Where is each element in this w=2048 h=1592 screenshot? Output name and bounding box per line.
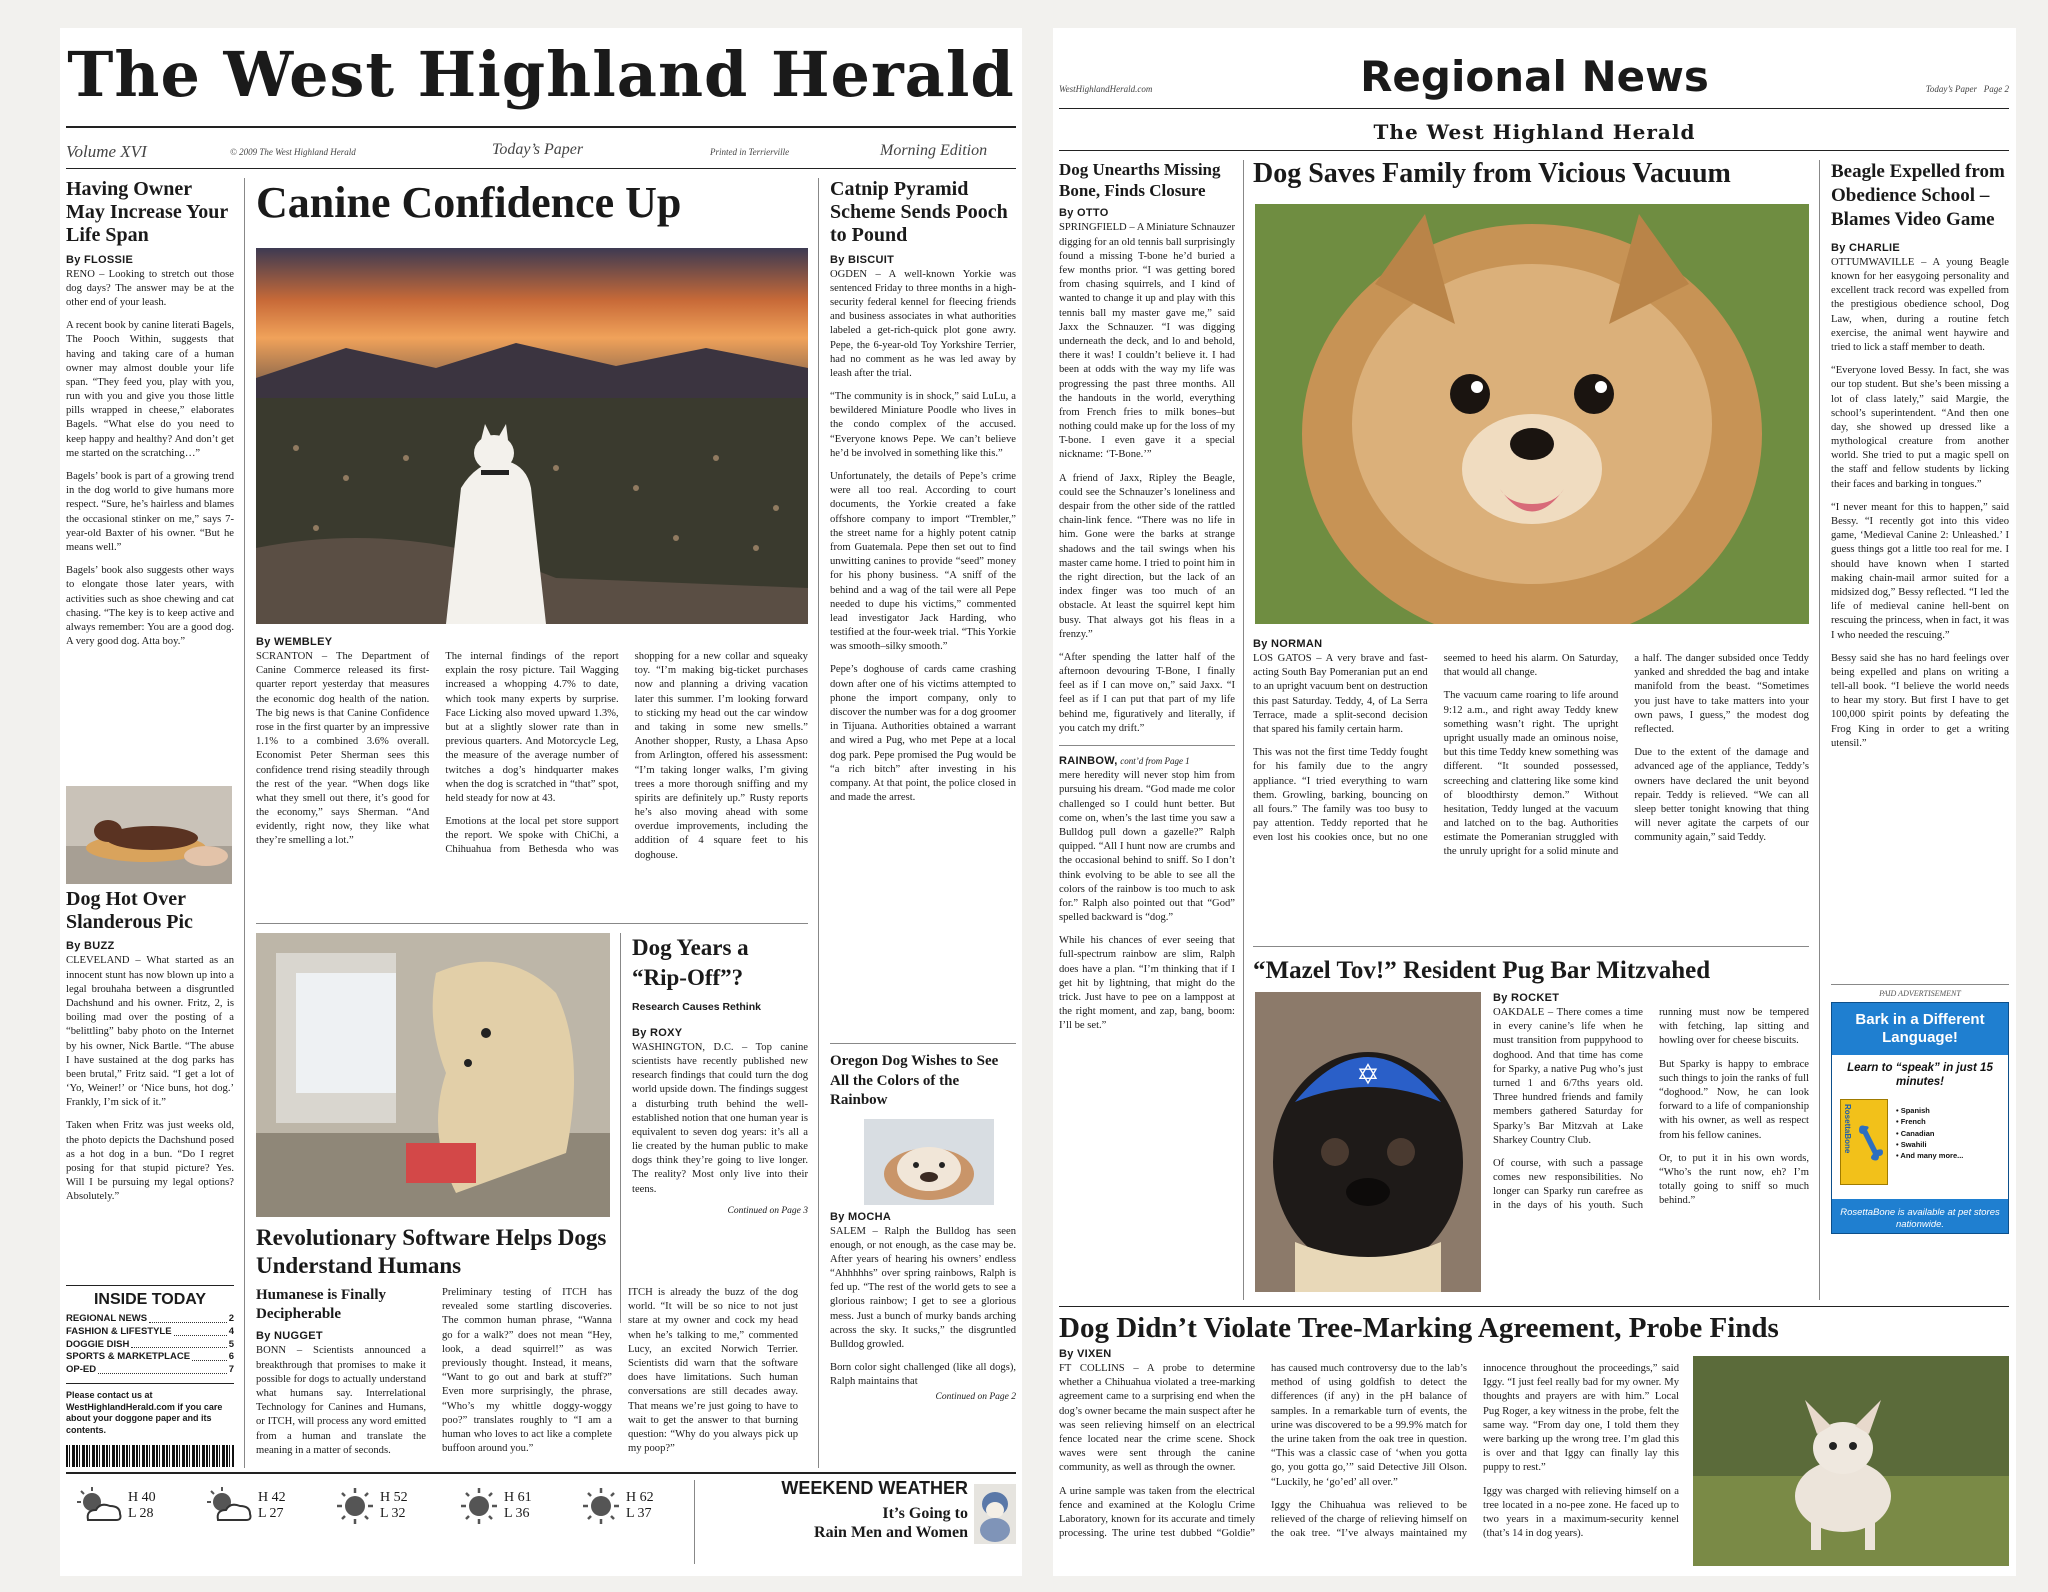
software-headline: Revolutionary Software Helps Dogs Understand Humans	[256, 1225, 607, 1278]
toc-label: SPORTS & MARKETPLACE	[66, 1351, 191, 1363]
contact-note: Please contact us at WestHighlandHerald.com if you care about your doggone paper and its contents.	[66, 1383, 234, 1437]
dogyears-para: WASHINGTON, D.C. – Top canine scientists have recently published new research findings that could turn the dog world upside down. The findings suggest a disturbing truth behind the well-established notion that one human year is equivalent to seven dog years: it’s all a lie created by the human public to make dogs think they’re going to live longer. The reality? Most only live into their teens.	[632, 1041, 808, 1195]
dogyears-continued: Continued on Page 3	[727, 1205, 808, 1216]
beagle-para: Bessy said she has no hard feelings over being expelled and plans on writing a tell-all book. “I believe the world needs to hear my story. But first I have to get 100,000 spirit points by defeating the Frog King in order to get a writing utensil.”	[1831, 652, 2009, 749]
sub-masthead: The West Highland Herald	[1373, 120, 1696, 144]
printed-label: Printed in Terrierville	[710, 147, 790, 157]
ad-label: PAID ADVERTISEMENT	[1879, 989, 1961, 998]
inside-today-box	[66, 1285, 234, 1467]
ad-product-box	[1840, 1099, 1888, 1185]
weather-day	[458, 1486, 532, 1526]
toc-row[interactable]	[66, 1351, 234, 1364]
confidence-para: Emotions at the local pet store support the report. We spoke with ChiChi, a Chihuahua from Bethesda who was shopping for a new collar and squeaky toy. “I’m making big-ticket purchases now and planning a driving vacation later this summer. I’m looking forward to sticking my head out the car window and taking in some new smells.” Another shopper, Rusty, a Lhasa Apso from Arlington, offered his assessment: “I’m taking longer walks, I’m giving trees a more thorough sniffing and my spirits are definitely up.” Rusty reports he’s also moving ahead with some overdue improvements, including the addition of 4 square feet to his doghouse.	[445, 651, 808, 861]
catnip-article	[830, 178, 1016, 814]
lifespan-headline: Having Owner May Increase Your Life Span	[66, 178, 228, 247]
toc-row[interactable]	[66, 1364, 234, 1377]
treemark-headline: Dog Didn’t Violate Tree-Marking Agreement, Probe Finds	[1059, 1312, 1779, 1344]
westie-sunset-photo	[256, 248, 808, 624]
regional-news-page	[1053, 28, 2016, 1576]
bone-headline: Dog Unearths Missing Bone, Finds Closure	[1059, 160, 1221, 200]
weather-low: L 32	[380, 1506, 406, 1521]
lifespan-para: A recent book by canine literati Bagels, The Pooch Within, suggests that having and taking care of a human owner may almost double your life span. “They feed you, play with you, run with you and give you those little pills wrapped in cheese,” elaborates Bagels. “What else do you need to keep happy and healthy? And don’t get me started on the scratching…”	[66, 320, 234, 459]
catnip-byline: By BISCUIT	[830, 253, 895, 266]
beagle-article	[1831, 160, 2009, 760]
toc-label: FASHION & LIFESTYLE	[66, 1325, 172, 1337]
ad-language: • Canadian	[1896, 1128, 1935, 1138]
oregon-para: Born color sight challenged (like all dogs), Ralph maintains that	[830, 1362, 1016, 1388]
catnip-para: Unfortunately, the details of Pepe’s crime were all too real. According to court documents, the Yorkie created a fake offshore company to import “Trembler,” the street name for a highly potent catnip from Guatemala. Pepe then set out to find unwitting canines to provide “seed” money for his phony business. “A sniff of the behind and a wag of the tail were all Pepe needed to dupe his victims,” commented lead investigator Jack Harding, who testified at the four-week trial. “This Yorkie was smooth–silky smooth.”	[830, 471, 1016, 653]
weather-high: H 42	[258, 1489, 286, 1505]
volume-label: Volume XVI	[66, 142, 147, 161]
lifespan-para: RENO – Looking to stretch out those dog days? The answer may be at the other end of your leash.	[66, 268, 234, 308]
oregon-para: SALEM – Ralph the Bulldog has seen enough, or not enough, as the case may be. After years of hearing his owners’ endless “Ahhhhhs” over spring rainbows, Ralph is fed up. “The rest of the world gets to see a glorious rainbow; I get to see a glorious mess. Just a bunch of murky bands arching across the sky. It sucks,” the disgruntled Bulldog growled.	[830, 1225, 1016, 1350]
bone-para: “After spending the latter half of the afternoon devouring T-Bone, I finally feel as if I can move on,” said Jaxx. “I feel as if I can put that part of my life behind me, figuratively and literally, if you catch my drift.”	[1059, 651, 1235, 734]
toc-row[interactable]	[66, 1339, 234, 1352]
weather-day	[204, 1486, 286, 1526]
inside-today-title: INSIDE TODAY	[93, 1291, 207, 1308]
ad-language: • And many more...	[1896, 1151, 1964, 1160]
rainbow-cont: cont’d from Page 1	[1120, 756, 1190, 767]
edition-label: Morning Edition	[880, 142, 988, 159]
bone-article	[1059, 160, 1235, 1043]
raincoat-dog-photo	[974, 1484, 1016, 1544]
hotdog-photo	[66, 786, 232, 884]
ad-title: Bark in a Different Language!	[1855, 1011, 1985, 1046]
front-page	[60, 28, 1022, 1576]
hotdog-para: CLEVELAND – What started as an innocent stunt has now blown up into a legal brouhaha between a disgruntled Dachshund and his owner. Fritz, 2, is boiling mad over the posting of a “belittling” baby photo on the Internet by his owner, Nick Bartle. “The abuse I have sustained at the dog parks has been brutal,” Fritz said. “I get a lot of ‘Yo, Weiner!’ or ‘Nice buns, hot dog.’ Frankly, I’m sick of it.”	[66, 955, 234, 1109]
lifespan-article	[66, 178, 234, 658]
rainbow-lead: RAINBOW,	[1059, 755, 1118, 768]
confidence-byline: By WEMBLEY	[256, 636, 333, 648]
masthead-title: The West Highland Herald	[67, 38, 1015, 111]
lifespan-para: Bagels’ book also suggests other ways to elongate those later years, with activities such as shoe chewing and cat chasing. “The key is to keep active and always remember: You are a good dog. A very good dog. Atta boy.”	[66, 565, 234, 648]
treemark-para: A urine sample was taken from the electrical fence and examined at the Kologlu Crime Laboratory, known for its accurate and timely processing. The urine test dubbed “Goldie” has caused much controversy due to the lab’s method of using goldfish to detect the differences (if any) in the pH balance of samples. In a remarkable turn of events, the urine was discovered to be a 99.9% match for the urine taken from the oak tree in question. “This was a classic case of ‘when you gotta go, you gotta go,’” said Detective Jill Olson. “Luckily, he ‘go’ed’ all over.”	[1059, 1363, 1467, 1540]
treemark-byline: By VIXEN	[1059, 1348, 1112, 1360]
hotdog-headline: Dog Hot Over Slanderous Pic	[66, 888, 193, 934]
hotdog-article	[66, 888, 234, 1214]
toc-page: 4	[228, 1325, 234, 1337]
vacuum-byline: By NORMAN	[1253, 638, 1323, 650]
bone-byline: By OTTO	[1059, 207, 1109, 220]
catnip-headline: Catnip Pyramid Scheme Sends Pooch to Pound	[830, 178, 1008, 247]
pug-headline: “Mazel Tov!” Resident Pug Bar Mitzvahed	[1253, 957, 1711, 984]
weather-day	[334, 1486, 408, 1526]
pug-para: But Sparky is happy to embrace such things to join the ranks of full “doghood.” Now, he can look forward to a life of companionship with his owner, as well as respect from his fellow canines.	[1659, 1058, 1809, 1141]
vacuum-para: LOS GATOS – A very brave and fast-acting South Bay Pomeranian put an end to an upright vacuum bent on destruction this past Saturday. Teddy, 4, of La Serra Terrace, made a split-second decision that spared his family certain harm.	[1253, 653, 1428, 735]
vacuum-para: Due to the extent of the damage and advanced age of the appliance, Teddy’s owners have declared the unit beyond repair. Teddy is relieved. “We can all sleep better tonight knowing that thing will never agitate the carpets of our community again,” said Teddy.	[1634, 747, 1809, 844]
toc-row[interactable]	[66, 1326, 234, 1339]
toc-page: 6	[228, 1351, 234, 1363]
pug-photo	[1255, 992, 1481, 1292]
ad-language: • Swahili	[1896, 1139, 1927, 1149]
sun-icon	[580, 1486, 622, 1526]
toc-label: DOGGIE DISH	[66, 1338, 130, 1350]
lifespan-byline: By FLOSSIE	[66, 253, 134, 266]
ad-learn: Learn to “speak” in just 15 minutes!	[1847, 1062, 1993, 1089]
weather-high: H 52	[380, 1489, 408, 1505]
ad-language: • French	[1896, 1117, 1926, 1127]
treemark-para: FT COLLINS – A probe to determine whether a Chihuahua violated a tree-marking agreement came to a surprising end when the dog’s owner became the main suspect after he was seen relieving himself on an electrical fence located near the crime scene. Shock waves were sent through the canine community, as well as through the owner.	[1059, 1363, 1255, 1474]
catnip-para: Pepe’s doghouse of cards came crashing down after one of his victims attempted to phone the import company, only to discover the number was for a dog groomer in Tijuana. Authorities obtained a warrant and wired a Pug, who met Pepe at a local dog park. Pepe promised the Pug would be “a rich bitch” after investing in his company. At that point, the police closed in and made the arrest.	[830, 664, 1016, 804]
rosettabone-ad[interactable]	[1831, 984, 2009, 1234]
beagle-headline: Beagle Expelled from Obedience School – Blames Video Game	[1831, 161, 2005, 230]
pomeranian-photo	[1255, 204, 1809, 624]
bulldog-photo	[864, 1119, 994, 1205]
treemark-para: Iggy the Chihuahua was relieved to be relieved of the charge of relieving himself on the oak tree. “I’ve always maintained my innocence throughout the proceedings,” said Iggy. “I just feel really bad for my owner. My thoughts and prayers are with him.” Local Pug Roger, a key witness in the probe, felt the same way. “From day one, I told them they were barking up the wrong tree. I’m glad this is over and that Iggy can finally lay this puppy to rest.”	[1271, 1363, 1679, 1540]
beagle-byline: By CHARLIE	[1831, 241, 1901, 254]
weather-low: L 27	[258, 1506, 284, 1521]
dogyears-subhead: Research Causes Rethink	[632, 1000, 761, 1013]
weekend-weather	[708, 1478, 968, 1542]
pug-article	[1493, 992, 1809, 1216]
pug-para: Or, to put it in his own words, “Who’s the runt now, eh? I’m totally going to sniff so much behind.”	[1659, 1152, 1809, 1207]
vacuum-headline: Dog Saves Family from Vicious Vacuum	[1253, 158, 1731, 189]
sun-icon	[334, 1486, 376, 1526]
rainbow-para: While his chances of ever seeing that full-spectrum rainbow are slim, Ralph does have a plan. “I’m thinking that if I get hit by lightning, that might do the trick. Just have to pee on a lamppost at the right moment, and zap, bang, boom: I’ll be set.”	[1059, 935, 1235, 1032]
bone-icon	[1855, 1122, 1885, 1162]
section-title: Regional News	[1360, 52, 1709, 101]
toc-row[interactable]	[66, 1313, 234, 1326]
dogyears-article	[632, 933, 808, 1216]
sun-icon	[458, 1486, 500, 1526]
software-article	[256, 1224, 610, 1279]
software-subhead: Humanese is Finally Decipherable	[256, 1287, 387, 1323]
weekend-weather-title: WEEKEND WEATHER	[781, 1478, 968, 1498]
copyright-label: © 2009 The West Highland Herald	[230, 147, 356, 157]
software-para: ITCH is already the buzz of the dog world. “It will be so nice to not just stare at my owner and cock my head when he’s talking to me,” commented Lucy, an excited Norwich Terrier. Scientists did warn that the software does have limitations. Such human conversations are still decades away. That means we’re just going to have to wait to get the answer to that burning question: “Why do you always pick up my poop?”	[628, 1287, 798, 1455]
software-body	[256, 1286, 798, 1467]
svg-text:✡: ✡	[1356, 1058, 1380, 1091]
weekend-weather-line2: Rain Men and Women	[814, 1523, 968, 1541]
toc-label: OP-ED	[66, 1364, 97, 1376]
todays-paper-label: Today’s Paper	[492, 141, 584, 158]
toc-page: 5	[228, 1338, 234, 1350]
toc-label: REGIONAL NEWS	[66, 1313, 148, 1324]
beagle-para: “I never meant for this to happen,” said Bessy. “I recently got into this video game, ‘Medieval Canine 2: Unleashed.’ I guess things got a little too real for me. I should have known when I started making chain-mail armor suited for a midsized dog,” Bessy reflected. “I led the life of medieval canine hell-bent on rescuing the princess, when in fact, it was I who needed the rescuing.”	[1831, 501, 2009, 641]
pug-byline: By ROCKET	[1493, 992, 1560, 1004]
vacuum-para: The vacuum came roaring to life around 9:12 a.m., and right away Teddy knew something wasn’t right. The upright upright usually made an ominous noise, but this time Teddy knew something was different. “It sounded possessed, screeching and clattering like some kind of bloodthirsty demon.” Without hesitation, Teddy lunged at the vacuum and latched on to the bag. Authorities estimate the Pomeranian struggled with the unruly upright for a solid minute and a half. The danger subsided once Teddy yanked and shredded the bag and intake manifold from the beast. “Sometimes you just have to take matters into your own paws, I guess,” the modest dog reflected.	[1443, 653, 1809, 858]
dogyears-byline: By ROXY	[632, 1026, 683, 1039]
oregon-byline: By MOCHA	[830, 1210, 892, 1223]
partly-cloudy-icon	[74, 1486, 124, 1526]
oregon-continued: Continued on Page 2	[935, 1391, 1016, 1402]
weather-high: H 62	[626, 1489, 654, 1505]
page-folio: Today’s Paper Page 2	[1925, 84, 2009, 94]
weather-day	[580, 1486, 654, 1526]
bone-para: SPRINGFIELD – A Miniature Schnauzer digging for an old tennis ball surprisingly found a missing T-bone he’d buried a few months prior. “I was getting bored from chasing squirrels, and I kind of wanted to change it up and play with this tennis ball my master gave me,” said Jaxx the Schnauzer. “I was digging underneath the deck, and lo and behold, there it was! I couldn’t believe it. I had been at odds with the way my life was progressing the past three months. All the handouts in the world, everything from French fries to milk bones–but nothing could make up for the loss of my T-bone. I even gave it a special nickname: ‘T-Bone.’”	[1059, 222, 1235, 461]
weather-low: L 37	[626, 1506, 652, 1521]
bone-para: A friend of Jaxx, Ripley the Beagle, could see the Schnauzer’s loneliness and despair from the other side of the rattled chain-link fence. “There was no life in him. Gone were the barks at strange shadows and the tail swings when his master came home. I tried to point him in the right direction, but the lack of an index finger was too much of an obstacle. At least the squirrel kept him busy. That always got his fleas in a frenzy.”	[1059, 472, 1235, 640]
beagle-para: “Everyone loved Bessy. In fact, she was our top student. But she’s been missing a lot of class lately,” said Margie, the school’s superintendent. “And then one day, she showed up dressed like a mythological creature from another world. She tried to put a magic spell on the staff and fellow students by licking their faces and barking in tongues.”	[1831, 365, 2009, 490]
confidence-para: The internal findings of the report explain the rosy picture. Tail Wagging increased a whopping 4.7% to date, which took many experts by surprise. Face Licking also moved upward 1.3%, but at a slightly slower rate than in previous quarters. And Motorcycle Leg, the measure of the average number of twitches a dog’s hindquarter makes when the dog is scratched in “that” spot, held steady for now at 43.	[445, 651, 619, 804]
lifespan-para: Bagels’ book is part of a growing trend in the dog world to give humans more respect. “Sure, he’s hairless and blames the occasional stinker on me,” says 7-year-old Baxter of his owner. “But he means well.”	[66, 471, 234, 553]
oregon-headline: Oregon Dog Wishes to See All the Colors of the Rainbow	[830, 1053, 999, 1108]
vacuum-article	[1253, 632, 1809, 860]
ad-footer: RosettaBone is available at pet stores nationwide.	[1840, 1207, 2000, 1230]
partly-cloudy-icon	[204, 1486, 254, 1526]
confidence-article	[256, 630, 808, 863]
software-para: Preliminary testing of ITCH has revealed some startling discoveries. The common human phrase, “Wanna go for a walk?” does not mean “Hey, look, a dead squirrel!” as was previously thought. Instead, it means, “Want to go out and bark at stuff?” Even more surprisingly, the phrase, “Who’s my whittle doggy-woggy poo?” translates roughly to “I am a human who loves to act like a complete buffoon around you.”	[442, 1287, 612, 1455]
catnip-para: OGDEN – A well-known Yorkie was sentenced Friday to three months in a high-security federal kennel for fleecing friends and business associates in what authorities labeled a get-rich-quick plot gone awry. Pepe, the 6-year-old Toy Yorkshire Terrier, had no comment as he was led away by leash after the trial.	[830, 268, 1016, 379]
ad-panel	[1831, 1002, 2009, 1234]
weather-high: H 40	[128, 1489, 156, 1505]
site-url: WestHighlandHerald.com	[1059, 84, 1153, 94]
weekend-weather-line1: It’s Going to	[882, 1505, 968, 1522]
rainbow-para: mere heredity will never stop him from pursuing his dream. “God made me color challenged so I could hunt better. But come on, when’s the last time you saw a Bulldog pull down a gazelle?” Ralph quipped. “All I hunt now are crumbs and the occasional behind to sniff. So I don’t think evolving to be able to see all the colors of the rainbow is too much to ask for.” Ralph also pointed out that “God” spelled backward is “dog.”	[1059, 770, 1235, 924]
chihuahua-photo	[1693, 1356, 2009, 1566]
toc-page: 7	[228, 1364, 234, 1376]
ad-body	[1832, 1055, 2008, 1199]
ad-box-label: RosettaBone	[1843, 1104, 1852, 1154]
hotdog-byline: By BUZZ	[66, 940, 115, 953]
pug-para: OAKDALE – There comes a time in every canine’s life when he must transition from puppyhood to doghood. And that time has come for Sparky, a native Pug who’s just turned 1 and 6/7ths years old. Three hundred friends and family members gathered Saturday for Sparky’s Bar Mitzvah at Lake Sharkey Country Club.	[1493, 1007, 1643, 1146]
toc-page: 2	[228, 1313, 234, 1324]
confidence-headline: Canine Confidence Up	[256, 178, 682, 227]
catnip-para: “The community is in shock,” said LuLu, a bewildered Miniature Poodle who lives in the condo complex of the accused. “Everyone knows Pepe. We can’t believe he’d be involved in something like this.”	[830, 391, 1016, 459]
oregon-article	[830, 1052, 1016, 1402]
software-byline: By NUGGET	[256, 1330, 323, 1343]
ad-language: • Spanish	[1896, 1106, 1930, 1115]
dog-computer-photo	[256, 933, 610, 1217]
barcode	[66, 1445, 234, 1467]
treemark-article	[1059, 1348, 1679, 1544]
vacuum-para: This was not the first time Teddy fought for his family due to the angry appliance. “I tried everything to warn them. Growling, barking, bouncing on all fours.” The family was too busy to pay attention. Teddy reported that he even lost his cookies once, but no one seemed to heed his alarm. On Saturday, that would all change.	[1253, 653, 1619, 844]
weather-day	[74, 1486, 156, 1526]
hotdog-para: Taken when Fritz was just weeks old, the photo depicts the Dachshund posed as a hot dog in a bun. “Do I regret posing for that stupid picture? Yes. Will I be pursuing my legal options? Absolutely.”	[66, 1120, 234, 1203]
treemark-para: Iggy was charged with relieving himself on a tree located in a no-pee zone. He faced up to two years in a maximum-security kennel (that’s 14 in dog years).	[1483, 1485, 1679, 1540]
dogyears-headline: Dog Years a “Rip-Off”?	[632, 935, 749, 990]
beagle-para: OTTUMWAVILLE – A young Beagle known for her easygoing personality and excellent track record was expelled from the prestigious obedience school, Dog Law, when, during a routine fetch exercise, the animal went haywire and tried to lick a staff member to death.	[1831, 256, 2009, 353]
software-para: BONN – Scientists announced a breakthrough that promises to make it possible for dogs to actually understand what humans say. Interrelational Technology for Canines and Humans, or ITCH, will process any word emitted from a human and translate the meaning in a matter of seconds.	[256, 1345, 426, 1456]
pug-para: Of course, with such a passage comes new responsibilities. No longer can Sparky run carefree as in the days of his youth. Such running must now be tempered with fetching, lap sitting and howling over for cheese biscuits.	[1493, 1007, 1809, 1212]
weather-low: L 36	[504, 1506, 530, 1521]
weather-low: L 28	[128, 1506, 154, 1521]
weather-high: H 61	[504, 1489, 532, 1505]
confidence-para: SCRANTON – The Department of Canine Commerce released its first-quarter report yesterday that measures the economic dog health of the nation. The big news is that Canine Confidence rose in the first quarter by an impressive 1.1% to a combined 3.6% overall. Economist Peter Sherman sees this confidence trend rising steadily through the rest of the year. “When dogs like what they smell out there, it’s good for the economy,” says Sherman. “And evidently, right now, they like what they’re smelling a lot.”	[256, 651, 430, 847]
